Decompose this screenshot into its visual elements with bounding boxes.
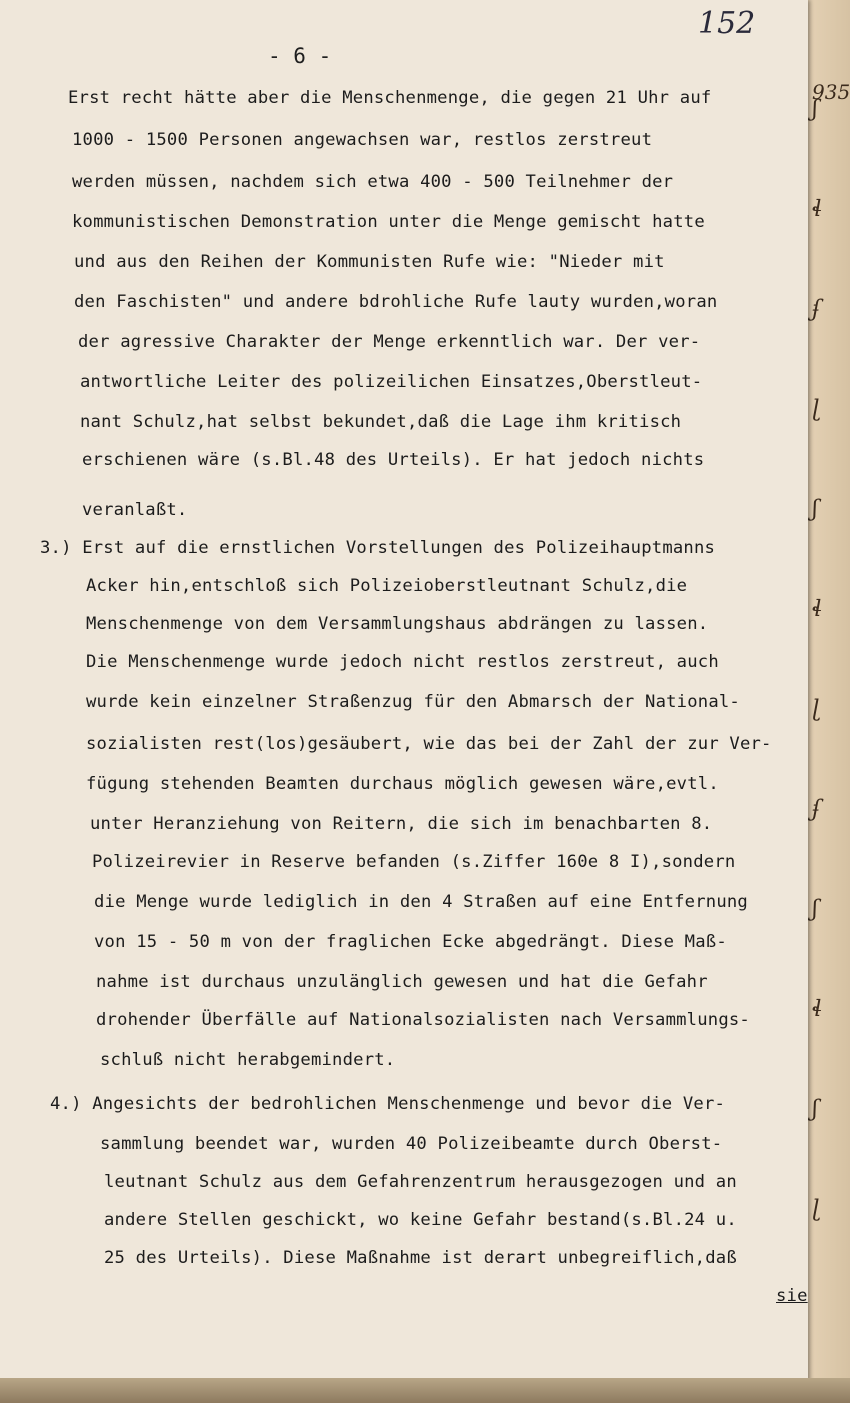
text-line: drohender Überfälle auf Nationalsozialisten nach Versammlungs- <box>96 1010 750 1030</box>
text-line: Die Menschenmenge wurde jedoch nicht restlos zerstreut, auch <box>86 652 719 672</box>
text-line: werden müssen, nachdem sich etwa 400 - 500 Teilnehmer der <box>72 172 674 192</box>
page-stack-edge <box>0 1378 850 1403</box>
text-line: unter Heranziehung von Reitern, die sich im benachbarten 8. <box>90 814 713 834</box>
text-line: 4.) Angesichts der bedrohlichen Menschenmenge und bevor die Ver- <box>50 1094 726 1114</box>
text-line: Polizeirevier in Reserve befanden (s.Ziffer 160e 8 I),sondern <box>92 852 736 872</box>
text-line: andere Stellen geschickt, wo keine Gefahr bestand(s.Bl.24 u. <box>104 1210 737 1230</box>
text-line: Acker hin,entschloß sich Polizeioberstleutnant Schulz,die <box>86 576 688 596</box>
text-line: sozialisten rest(los)gesäubert, wie das bei der Zahl der zur Ver- <box>86 734 772 754</box>
text-line: schluß nicht herabgemindert. <box>100 1050 396 1070</box>
text-line: fügung stehenden Beamten durchaus möglich gewesen wäre,evtl. <box>86 774 719 794</box>
text-line: veranlaßt. <box>82 500 188 520</box>
text-line: leutnant Schulz aus dem Gefahrenzentrum herausgezogen und an <box>104 1172 737 1192</box>
text-line: wurde kein einzelner Straßenzug für den Abmarsch der National- <box>86 692 740 712</box>
text-line: Erst recht hätte aber die Menschenmenge, die gegen 21 Uhr auf <box>68 88 712 108</box>
text-line: antwortliche Leiter des polizeilichen Einsatzes,Oberstleut- <box>80 372 703 392</box>
catchword: sie <box>776 1286 808 1306</box>
text-line: der agressive Charakter der Menge erkenntlich war. Der ver- <box>78 332 701 352</box>
page-number: - 6 - <box>268 44 332 68</box>
text-line: erschienen wäre (s.Bl.48 des Urteils). Er hat jedoch nichts <box>82 450 705 470</box>
text-line: und aus den Reihen der Kommunisten Rufe wie: "Nieder mit <box>74 252 665 272</box>
text-line: 25 des Urteils). Diese Maßnahme ist derart unbegreiflich,daß <box>104 1248 737 1268</box>
text-line: die Menge wurde lediglich in den 4 Straßen auf eine Entfernung <box>94 892 748 912</box>
margin-note: 935 <box>812 80 850 104</box>
underlying-sheet-marks: ʃ ɬ ʄ ɭ ʃ ɬ ɭ ʄ ʃ ɬ ʃ ɭ <box>812 97 822 1222</box>
text-line: den Faschisten" und andere bdrohliche Rufe lauty wurden,woran <box>74 292 718 312</box>
text-line: 3.) Erst auf die ernstlichen Vorstellungen des Polizeihauptmanns <box>40 538 716 558</box>
text-line: nahme ist durchaus unzulänglich gewesen und hat die Gefahr <box>96 972 708 992</box>
text-line: Menschenmenge von dem Versammlungshaus abdrängen zu lassen. <box>86 614 709 634</box>
text-line: von 15 - 50 m von der fraglichen Ecke abgedrängt. Diese Maß- <box>94 932 727 952</box>
text-line: nant Schulz,hat selbst bekundet,daß die Lage ihm kritisch <box>80 412 682 432</box>
text-line: kommunistischen Demonstration unter die Menge gemischt hatte <box>72 212 705 232</box>
text-line: 1000 - 1500 Personen angewachsen war, restlos zerstreut <box>72 130 653 150</box>
text-line: sammlung beendet war, wurden 40 Polizeibeamte durch Oberst- <box>100 1134 723 1154</box>
folio-number: 152 <box>698 6 756 41</box>
